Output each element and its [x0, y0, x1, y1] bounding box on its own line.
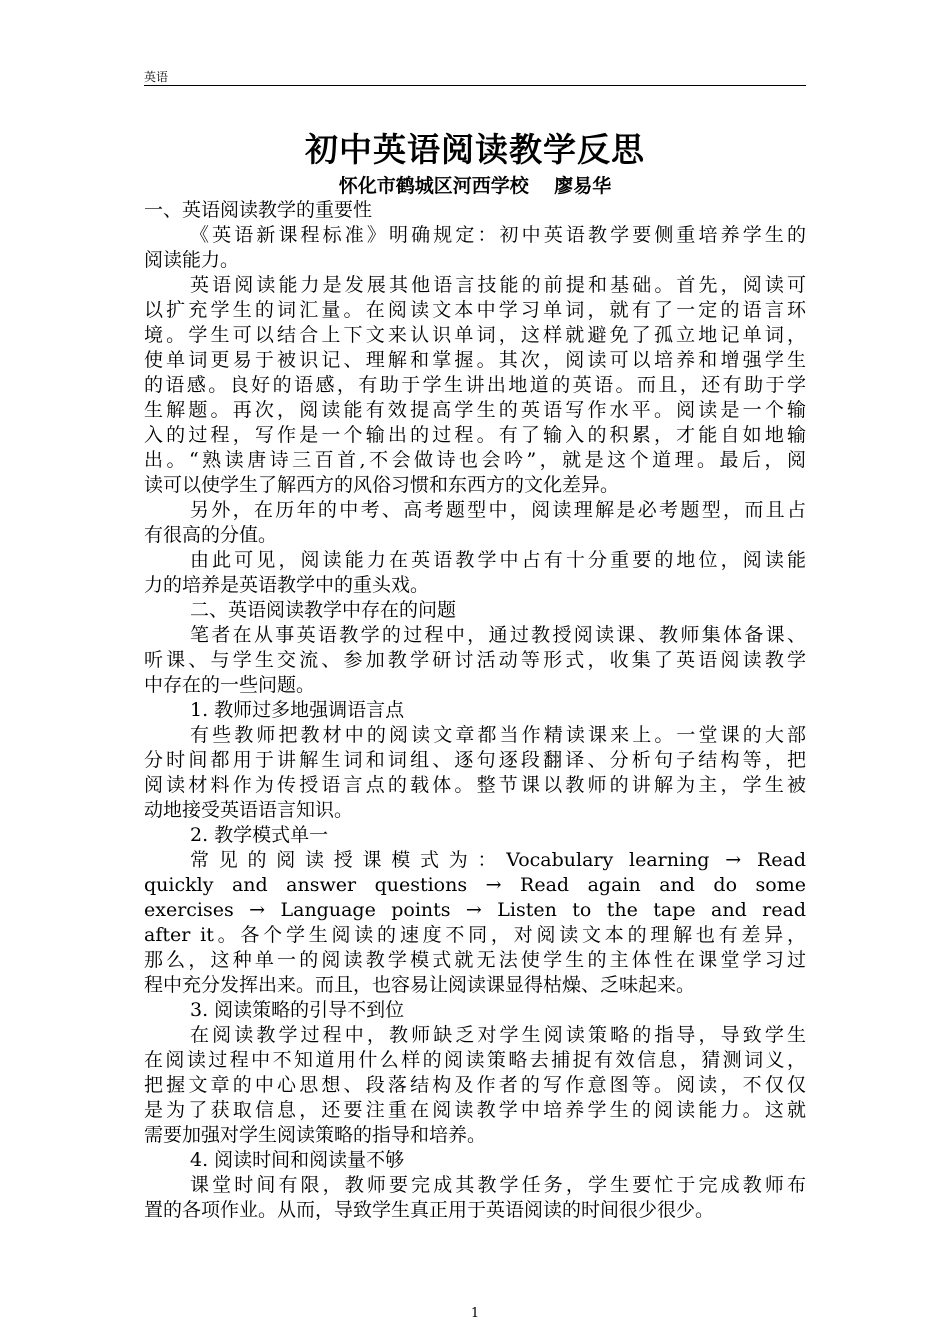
- text-line: 是为了获取信息，还要注重在阅读教学中培养学生的阅读能力。这就: [144, 1099, 806, 1121]
- text-line: 使单词更易于被识记、理解和掌握。其次，阅读可以培养和增强学生: [144, 349, 806, 371]
- text-line: 二、英语阅读教学中存在的问题: [190, 599, 457, 621]
- text-line: 把握文章的中心思想、段落结构及作者的写作意图等。阅读，不仅仅: [144, 1074, 806, 1096]
- text-line: 读可以使学生了解西方的风俗习惯和东西方的文化差异。: [144, 474, 620, 496]
- text-line: 出。“熟读唐诗三百首,不会做诗也会吟”，就是这个道理。最后，阅: [144, 449, 806, 471]
- text-line: 力的培养是英语教学中的重头戏。: [144, 574, 430, 596]
- header-label: 英语: [144, 70, 169, 84]
- text-line: 2. 教学模式单一: [190, 824, 329, 846]
- text-line: 3. 阅读策略的引导不到位: [190, 999, 405, 1021]
- text-line: 常见的阅读授课模式为：Vocabulary learning → Read: [190, 849, 806, 871]
- text-line: 有很高的分值。: [144, 524, 278, 546]
- text-line: 生解题。再次，阅读能有效提高学生的英语写作水平。阅读是一个输: [144, 399, 806, 421]
- text-line: 1. 教师过多地强调语言点: [190, 699, 405, 721]
- page-number: 1: [470, 1306, 480, 1321]
- text-line: 4. 阅读时间和阅读量不够: [190, 1149, 405, 1171]
- text-line: 分时间都用于讲解生词和词组、逐句逐段翻译、分析句子结构等，把: [144, 749, 806, 771]
- text-line: 在阅读过程中不知道用什么样的阅读策略去捕捉有效信息，猜测词义，: [144, 1049, 806, 1071]
- text-line: 另外，在历年的中考、高考题型中，阅读理解是必考题型，而且占: [190, 499, 806, 521]
- page-header: [144, 66, 806, 86]
- document-title: 初中英语阅读教学反思: [305, 130, 645, 169]
- text-line: 有些教师把教材中的阅读文章都当作精读课来上。一堂课的大部: [190, 724, 806, 746]
- text-line: quickly and answer questions → Read again and do some: [144, 874, 806, 896]
- author-line: 怀化市鹤城区河西学校 廖易华: [338, 175, 612, 197]
- text-line: 英语阅读能力是发展其他语言技能的前提和基础。首先，阅读可: [190, 274, 806, 296]
- text-line: 那么，这种单一的阅读教学模式就无法使学生的主体性在课堂学习过: [144, 949, 806, 971]
- text-line: 动地接受英语语言知识。: [144, 799, 354, 821]
- text-line: 中存在的一些问题。: [144, 674, 316, 696]
- text-line: 笔者在从事英语教学的过程中，通过教授阅读课、教师集体备课、: [190, 624, 806, 646]
- text-line: 的语感。良好的语感，有助于学生讲出地道的英语。而且，还有助于学: [144, 374, 806, 396]
- text-line: 课堂时间有限，教师要完成其教学任务，学生要忙于完成教师布: [190, 1174, 806, 1196]
- document-body: [144, 198, 806, 1223]
- text-line: 《英语新课程标准》明确规定：初中英语教学要侧重培养学生的: [190, 224, 806, 246]
- text-line: 由此可见，阅读能力在英语教学中占有十分重要的地位，阅读能: [190, 549, 806, 571]
- text-line: exercises → Language points → Listen to the tape and read: [144, 899, 806, 921]
- text-line: 以扩充学生的词汇量。在阅读文本中学习单词，就有了一定的语言环: [144, 299, 806, 321]
- text-line: 在阅读教学过程中，教师缺乏对学生阅读策略的指导，导致学生: [190, 1024, 806, 1046]
- text-line: 境。学生可以结合上下文来认识单词，这样就避免了孤立地记单词，: [144, 324, 806, 346]
- text-line: 阅读材料作为传授语言点的载体。整节课以教师的讲解为主，学生被: [144, 774, 806, 796]
- text-line: 需要加强对学生阅读策略的指导和培养。: [144, 1124, 487, 1146]
- text-line: after it。各个学生阅读的速度不同，对阅读文本的理解也有差异，: [144, 924, 806, 946]
- text-line: 听课、与学生交流、参加教学研讨活动等形式，收集了英语阅读教学: [144, 649, 806, 671]
- text-line: 一、英语阅读教学的重要性: [144, 199, 373, 221]
- text-line: 置的各项作业。从而，导致学生真正用于英语阅读的时间很少很少。: [144, 1199, 715, 1221]
- text-line: 阅读能力。: [144, 249, 240, 271]
- text-line: 程中充分发挥出来。而且，也容易让阅读课显得枯燥、乏味起来。: [144, 974, 696, 996]
- text-line: 入的过程，写作是一个输出的过程。有了输入的积累，才能自如地输: [144, 424, 806, 446]
